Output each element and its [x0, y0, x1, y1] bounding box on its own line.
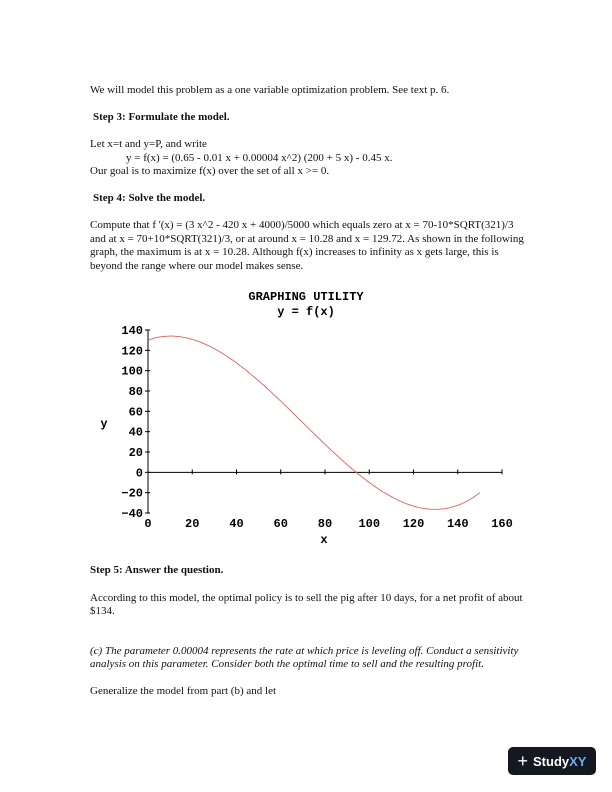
step4-text: Compute that f '(x) = (3 x^2 - 420 x + 4000)/5000 which equals zero at x = 70-10*SQRT(321)/3 and at x = 70+10*SQRT(321)/3, or at around x = 10.28 and x = 129.72. As shown in the following graph, the maximum is at x = 10.28. Although f(x) increases to infinity as x gets large, this is beyond the range where our model makes sense.: [90, 219, 524, 272]
step3-line1: Let x=t and y=P, and write: [90, 138, 207, 150]
step3-heading: Step 3: Formulate the model.: [93, 110, 230, 123]
document-body: [90, 84, 530, 286]
series-line-fx: [148, 336, 480, 509]
step5-heading: Step 5: Answer the question.: [90, 564, 224, 576]
step3-line2: y = f(x) = (0.65 - 0.01 x + 0.00004 x^2) (200 + 5 x) - 0.45 x.: [126, 151, 393, 164]
x-tick-label: 160: [491, 517, 513, 531]
intro-text: We will model this problem as a one variable optimization problem. See text p. 6.: [90, 84, 450, 96]
x-tick-label: 20: [185, 517, 200, 531]
y-tick-label: 60: [128, 405, 143, 420]
y-axis-label: y: [100, 417, 108, 431]
part-c-text: (c) The parameter 0.00004 represents the rate at which price is leveling off. Conduct a sensitivity analysis on this parameter. Consider both the optimal time to sell and the resulting profit.: [90, 644, 519, 670]
graph-figure: [0, 285, 612, 555]
y-tick-label: 100: [121, 364, 143, 379]
y-tick-label: 40: [128, 425, 143, 440]
y-tick-label: 120: [121, 344, 143, 359]
x-tick-label: 140: [446, 517, 469, 531]
x-tick-label: 0: [144, 517, 152, 531]
y-tick-label: 80: [128, 385, 143, 399]
badge-label: StudyXY: [533, 753, 587, 769]
x-axis-label: x: [320, 533, 328, 547]
studyxy-badge[interactable]: [508, 747, 596, 775]
y-tick-label: −20: [121, 486, 143, 501]
generalize-text: Generalize the model from part (b) and let: [90, 684, 277, 697]
y-tick-label: 0: [135, 466, 143, 481]
x-tick-label: 80: [317, 517, 333, 531]
x-tick-label: 40: [229, 517, 244, 531]
x-tick-label: 100: [358, 517, 381, 531]
step4-heading: Step 4: Solve the model.: [93, 191, 206, 204]
y-tick-label: 140: [121, 324, 143, 338]
y-tick-label: −40: [121, 507, 143, 521]
step5-text: According to this model, the optimal policy is to sell the pig after 10 days, for a net profit of about $134.: [90, 591, 523, 617]
x-tick-label: 120: [402, 517, 425, 531]
chart-title: GRAPHING UTILITY: [248, 290, 364, 304]
x-tick-label: 60: [273, 517, 288, 531]
y-tick-label: 20: [128, 446, 143, 460]
plus-icon: +: [517, 751, 529, 771]
function-graph: [0, 285, 612, 555]
step3-text: [90, 138, 530, 179]
step3-line3: Our goal is to maximize f(x) over the set of all x >= 0.: [90, 165, 330, 177]
document-continued: [90, 564, 530, 711]
chart-subtitle: y = f(x): [277, 305, 335, 319]
